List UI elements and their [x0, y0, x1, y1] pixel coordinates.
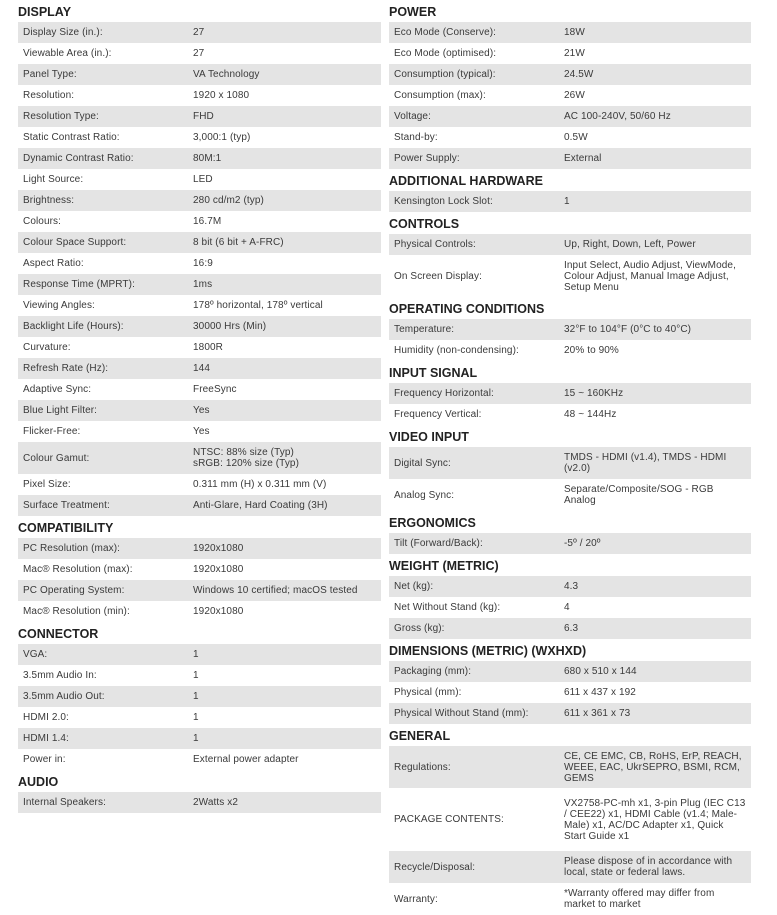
spec-label: Kensington Lock Slot: [394, 196, 493, 207]
spec-column-right [389, 0, 751, 915]
spec-value: 611 x 361 x 73 [564, 708, 631, 719]
spec-label: Consumption (max): [394, 90, 486, 101]
spec-label: HDMI 1.4: [23, 733, 69, 744]
spec-label: Refresh Rate (Hz): [23, 363, 109, 374]
spec-label: Gross (kg): [394, 623, 445, 634]
spec-label: HDMI 2.0: [23, 712, 69, 723]
spec-label: 3.5mm Audio In: [23, 670, 97, 681]
spec-label: Physical Controls: [394, 239, 476, 250]
spec-row [18, 749, 381, 770]
spec-label: Response Time (MPRT): [23, 279, 135, 290]
spec-value: Please dispose of in accordance with local, state or federal laws. [564, 856, 733, 878]
spec-value: LED [193, 174, 213, 185]
spec-row [389, 883, 751, 915]
spec-value: 0.311 mm (H) x 0.311 mm (V) [193, 479, 327, 490]
spec-value: Anti-Glare, Hard Coating (3H) [193, 500, 328, 511]
spec-row [18, 358, 381, 379]
spec-row [389, 851, 751, 883]
spec-label: Colour Gamut: [23, 452, 90, 464]
spec-value: 8 bit (6 bit + A-FRC) [193, 237, 284, 248]
spec-row [18, 559, 381, 580]
spec-row [18, 232, 381, 253]
spec-section-power [389, 0, 751, 169]
spec-value: VA Technology [193, 69, 260, 80]
spec-section-ergonomics [389, 511, 751, 554]
spec-label: Resolution: [23, 90, 75, 101]
spec-label: Warranty: [394, 893, 438, 905]
spec-label: Pixel Size: [23, 479, 71, 490]
spec-label: Power Supply: [394, 153, 460, 164]
spec-row [389, 64, 751, 85]
spec-label: 3.5mm Audio Out: [23, 691, 105, 702]
spec-section-audio [18, 770, 381, 813]
spec-column-left [18, 0, 381, 813]
spec-row [389, 788, 751, 851]
spec-value: 21W [564, 48, 585, 59]
spec-label: Humidity (non-condensing): [394, 345, 519, 356]
spec-value: 6.3 [564, 623, 579, 634]
spec-value: 1920 x 1080 [193, 90, 250, 101]
spec-label: Brightness: [23, 195, 75, 206]
spec-section-general [389, 724, 751, 915]
spec-label: Viewable Area (in.): [23, 48, 112, 59]
spec-row [389, 703, 751, 724]
spec-label: Aspect Ratio: [23, 258, 84, 269]
spec-label: Light Source: [23, 174, 84, 185]
spec-value: 1800R [193, 342, 223, 353]
spec-value: FreeSync [193, 384, 237, 395]
spec-label: On Screen Display: [394, 270, 482, 282]
spec-value: 4 [564, 602, 570, 613]
spec-row [18, 792, 381, 813]
spec-value: 144 [193, 363, 210, 374]
spec-label: Static Contrast Ratio: [23, 132, 120, 143]
spec-value: 15 ~ 160KHz [564, 388, 624, 399]
spec-label: Digital Sync: [394, 457, 451, 469]
spec-section-dimensions-metric-wxhxd [389, 639, 751, 724]
spec-row [389, 661, 751, 682]
spec-row [389, 22, 751, 43]
spec-label: Power in: [23, 754, 66, 765]
spec-value: VX2758-PC-mh x1, 3-pin Plug (IEC C13 / CEE22) x1, HDMI Cable (v1.4; Male-Male) x1, AC/DC Adapter x1, Quick Start Guide x1 [564, 797, 746, 842]
spec-label: Colours: [23, 216, 62, 227]
spec-label: Temperature: [394, 324, 455, 335]
spec-value: CE, CE EMC, CB, RoHS, ErP, REACH, WEEE, EAC, UkrSEPRO, BSMI, RCM, GEMS [564, 750, 742, 784]
spec-row [389, 479, 751, 511]
spec-value: Input Select, Audio Adjust, ViewMode, Colour Adjust, Manual Image Adjust, Setup Menu [564, 259, 736, 293]
section-title: OPERATING CONDITIONS [389, 302, 545, 316]
spec-value: 0.5W [564, 132, 588, 143]
spec-label: Tilt (Forward/Back): [394, 538, 483, 549]
spec-value: Windows 10 certified; macOS tested [193, 585, 358, 596]
spec-value: External power adapter [193, 754, 299, 765]
spec-value: 611 x 437 x 192 [564, 687, 636, 698]
spec-row [389, 191, 751, 212]
spec-label: Mac® Resolution (min): [23, 606, 130, 617]
spec-section-connector [18, 622, 381, 770]
spec-row [389, 43, 751, 64]
spec-value: 27 [193, 27, 205, 38]
spec-row [18, 169, 381, 190]
spec-label: Flicker-Free: [23, 426, 81, 437]
spec-row [389, 148, 751, 169]
spec-value: External [564, 153, 602, 164]
spec-value: -5º / 20º [564, 538, 601, 549]
spec-value: 280 cd/m2 (typ) [193, 195, 264, 206]
spec-row [389, 106, 751, 127]
section-title: COMPATIBILITY [18, 521, 114, 535]
spec-label: Packaging (mm): [394, 666, 472, 677]
spec-value: Up, Right, Down, Left, Power [564, 239, 696, 250]
section-title: AUDIO [18, 775, 59, 789]
spec-section-controls [389, 212, 751, 297]
spec-row [18, 295, 381, 316]
spec-value: 16.7M [193, 216, 222, 227]
spec-row [389, 234, 751, 255]
spec-value: 178º horizontal, 178º vertical [193, 300, 323, 311]
spec-section-compatibility [18, 516, 381, 622]
spec-label: Surface Treatment: [23, 500, 110, 511]
spec-label: Net (kg): [394, 581, 434, 592]
spec-label: Eco Mode (optimised): [394, 48, 497, 59]
spec-label: PACKAGE CONTENTS: [394, 814, 504, 825]
spec-row [389, 404, 751, 425]
spec-value: 2Watts x2 [193, 797, 238, 808]
spec-label: VGA: [23, 649, 48, 660]
spec-value: 680 x 510 x 144 [564, 666, 637, 677]
spec-row [18, 337, 381, 358]
spec-row [18, 495, 381, 516]
section-title: ERGONOMICS [389, 516, 476, 530]
section-title: INPUT SIGNAL [389, 366, 478, 380]
spec-row [389, 255, 751, 297]
spec-value: 1 [193, 712, 199, 723]
spec-label: Mac® Resolution (max): [23, 564, 133, 575]
spec-label: Regulations: [394, 761, 451, 773]
spec-label: Consumption (typical): [394, 69, 496, 80]
spec-value: 1920x1080 [193, 564, 244, 575]
spec-row [18, 686, 381, 707]
spec-value: *Warranty offered may differ from market to market [564, 888, 715, 910]
spec-label: Blue Light Filter: [23, 405, 98, 416]
spec-label: Display Size (in.): [23, 27, 103, 38]
spec-value: 20% to 90% [564, 345, 619, 356]
spec-row [18, 22, 381, 43]
spec-row [18, 474, 381, 495]
spec-label: Curvature: [23, 342, 71, 353]
spec-row [389, 597, 751, 618]
spec-label: Physical (mm): [394, 687, 462, 698]
spec-value: FHD [193, 111, 214, 122]
spec-label: Viewing Angles: [23, 300, 95, 311]
spec-label: Eco Mode (Conserve): [394, 27, 497, 38]
spec-row [389, 447, 751, 479]
section-title: POWER [389, 5, 437, 19]
spec-label: Internal Speakers: [23, 797, 106, 808]
spec-label: Resolution Type: [23, 111, 99, 122]
spec-value: 1 [564, 196, 570, 207]
spec-value: 1920x1080 [193, 543, 244, 554]
spec-row [18, 211, 381, 232]
spec-row [18, 106, 381, 127]
spec-value: 30000 Hrs (Min) [193, 321, 267, 332]
spec-row [18, 316, 381, 337]
spec-row [389, 85, 751, 106]
spec-label: Backlight Life (Hours): [23, 321, 124, 332]
spec-row [18, 580, 381, 601]
spec-section-operating-conditions [389, 297, 751, 361]
spec-row [18, 127, 381, 148]
spec-value: Separate/Composite/SOG - RGB Analog [564, 484, 714, 506]
spec-row [18, 707, 381, 728]
spec-row [389, 383, 751, 404]
spec-label: Colour Space Support: [23, 237, 127, 248]
section-title: DISPLAY [18, 5, 72, 19]
spec-label: Physical Without Stand (mm): [394, 708, 529, 719]
spec-label: Stand-by: [394, 132, 438, 143]
section-title: VIDEO INPUT [389, 430, 469, 444]
spec-label: Frequency Horizontal: [394, 388, 494, 399]
spec-value: 1 [193, 649, 199, 660]
spec-value: 26W [564, 90, 585, 101]
spec-row [389, 618, 751, 639]
spec-value: 1 [193, 691, 199, 702]
spec-section-video-input [389, 425, 751, 511]
spec-row [389, 576, 751, 597]
spec-row [18, 665, 381, 686]
section-title: CONTROLS [389, 217, 460, 231]
spec-section-additional-hardware [389, 169, 751, 212]
spec-row [18, 442, 381, 474]
section-title: CONNECTOR [18, 627, 99, 641]
spec-value: TMDS - HDMI (v1.4), TMDS - HDMI (v2.0) [564, 452, 727, 474]
section-title: GENERAL [389, 729, 451, 743]
spec-label: Frequency Vertical: [394, 409, 482, 420]
spec-row [18, 274, 381, 295]
spec-row [18, 601, 381, 622]
spec-value: 32°F to 104°F (0°C to 40°C) [564, 324, 692, 335]
spec-value: 80M:1 [193, 153, 222, 164]
section-title: WEIGHT (METRIC) [389, 559, 499, 573]
spec-value: 24.5W [564, 69, 594, 80]
spec-value: AC 100-240V, 50/60 Hz [564, 111, 671, 122]
spec-row [18, 148, 381, 169]
spec-label: Net Without Stand (kg): [394, 602, 501, 613]
spec-row [18, 85, 381, 106]
spec-value: 48 ~ 144Hz [564, 409, 617, 420]
spec-label: Analog Sync: [394, 489, 455, 501]
spec-row [389, 340, 751, 361]
spec-label: Recycle/Disposal: [394, 861, 476, 873]
spec-value: Yes [193, 426, 210, 437]
spec-label: Adaptive Sync: [23, 384, 92, 395]
spec-row [18, 538, 381, 559]
spec-label: PC Operating System: [23, 585, 125, 596]
spec-row [389, 533, 751, 554]
spec-row [18, 43, 381, 64]
spec-row [18, 379, 381, 400]
spec-label: Panel Type: [23, 69, 77, 80]
spec-value: 1 [193, 733, 199, 744]
spec-section-display [18, 0, 381, 516]
spec-row [389, 682, 751, 703]
spec-row [18, 400, 381, 421]
spec-value: 18W [564, 27, 585, 38]
spec-value: 27 [193, 48, 205, 59]
section-title: ADDITIONAL HARDWARE [389, 174, 543, 188]
spec-value: 4.3 [564, 581, 579, 592]
spec-value: 3,000:1 (typ) [193, 132, 251, 143]
spec-section-input-signal [389, 361, 751, 425]
spec-value: NTSC: 88% size (Typ) sRGB: 120% size (Typ) [193, 447, 300, 469]
spec-value: 1920x1080 [193, 606, 244, 617]
spec-row [18, 253, 381, 274]
spec-row [389, 127, 751, 148]
spec-row [389, 319, 751, 340]
spec-section-weight-metric [389, 554, 751, 639]
spec-value: 1ms [193, 279, 213, 290]
spec-row [18, 644, 381, 665]
spec-label: PC Resolution (max): [23, 543, 121, 554]
section-title: DIMENSIONS (METRIC) (WXHXD) [389, 644, 587, 658]
spec-row [18, 728, 381, 749]
spec-value: Yes [193, 405, 210, 416]
spec-label: Voltage: [394, 111, 431, 122]
spec-row [18, 64, 381, 85]
spec-row [18, 421, 381, 442]
spec-label: Dynamic Contrast Ratio: [23, 153, 134, 164]
spec-row [18, 190, 381, 211]
spec-row [389, 746, 751, 788]
spec-value: 16:9 [193, 258, 213, 269]
spec-value: 1 [193, 670, 199, 681]
